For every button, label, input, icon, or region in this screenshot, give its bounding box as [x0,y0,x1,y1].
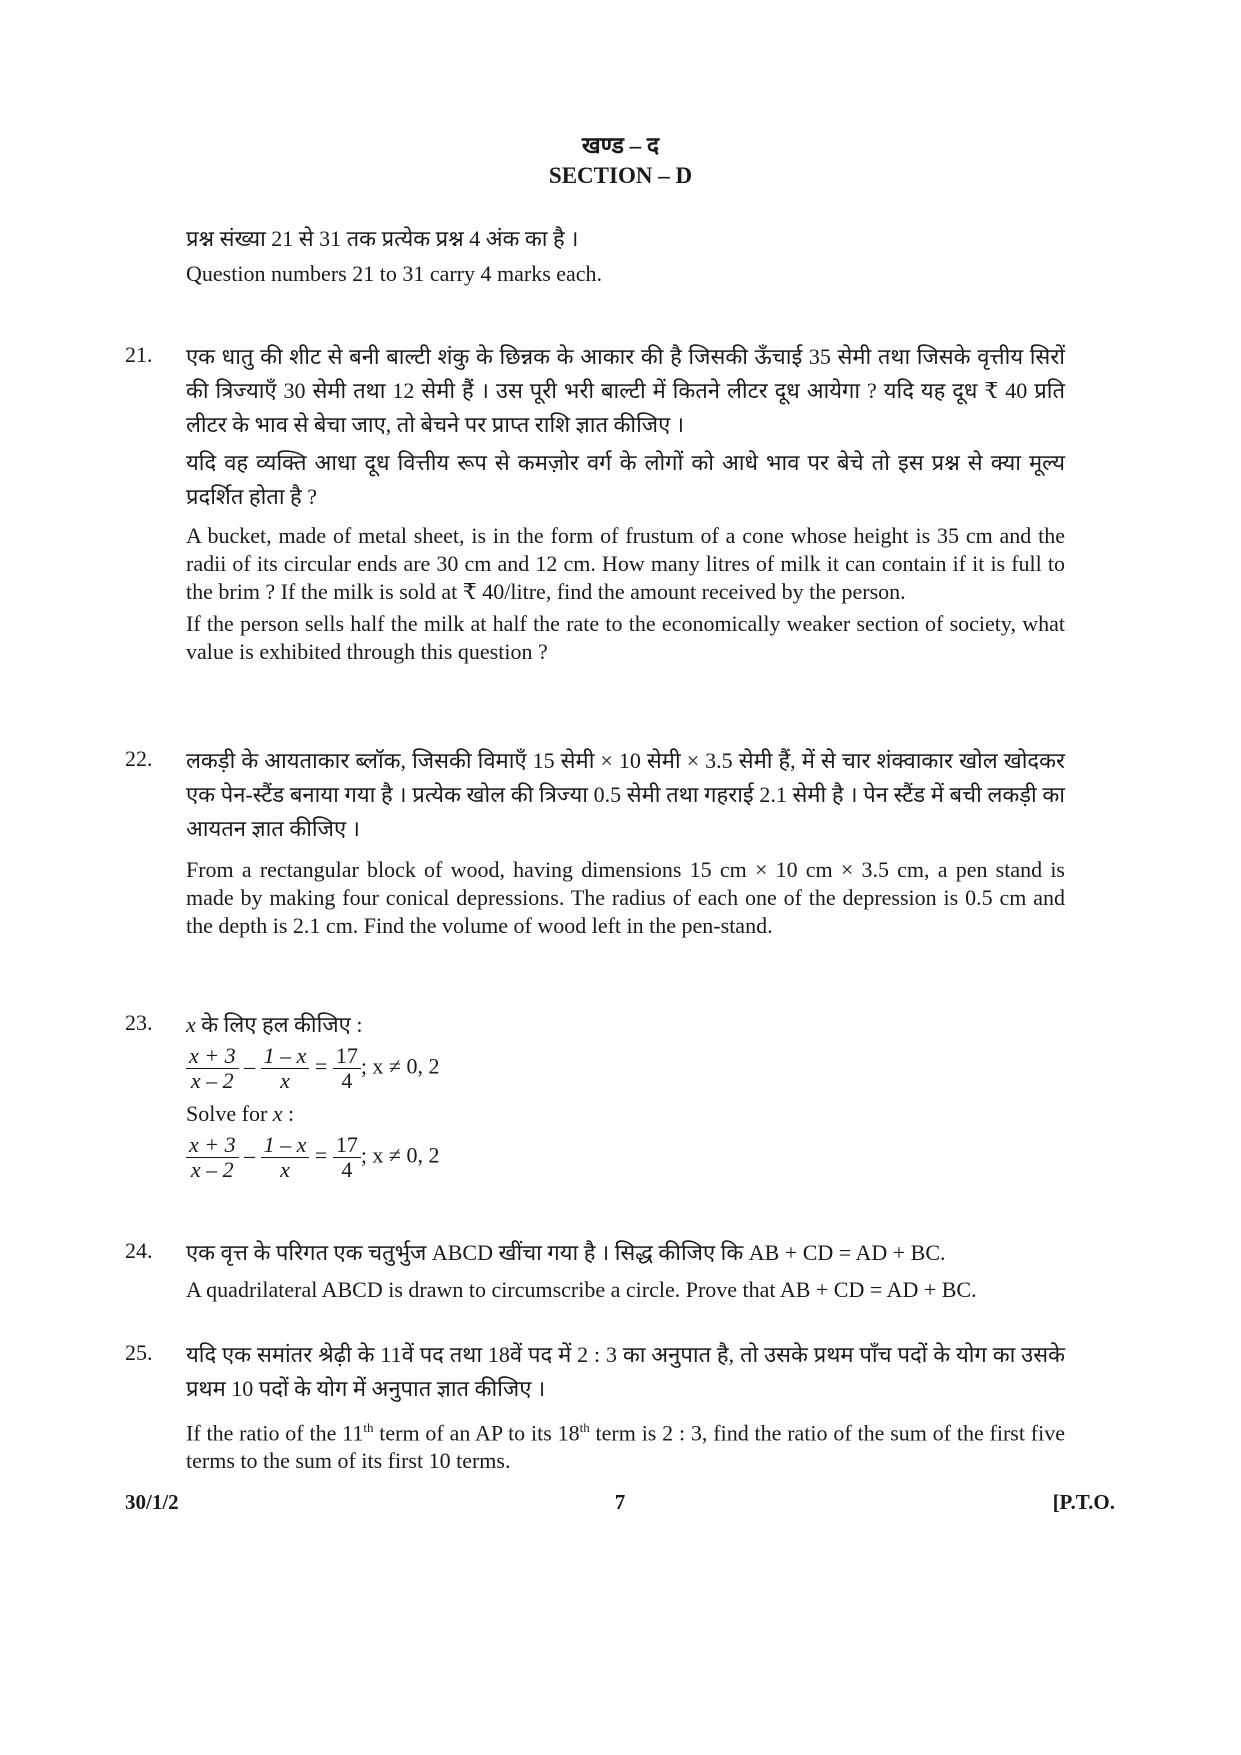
intro-english: Question numbers 21 to 31 carry 4 marks each. [186,261,603,286]
question-number: 23. [125,1010,153,1035]
equation-english: $\frac{x + 3}{x - 2}$ – $\frac{1 - x}{x}$ = $\frac{17}{4}$ ; x ≠ 0, 2 [186,1133,1065,1182]
question-text-hindi: लकड़ी के आयताकार ब्लॉक, जिसकी विमाएँ 15 सेमी × 10 सेमी × 3.5 सेमी हैं, में से चार शंक्वाकार खोल खोदकर एक पेन-स्टैंड बनाया गया है । प्रत्येक खोल की त्रिज्या 0.5 सेमी तथा गहराई 2.1 सेमी है । पेन स्टैंड में बची लकड़ी का आयतन ज्ञात कीजिए । [186,748,1065,841]
fraction: $\frac{1 - x}{x}$ [261,1133,310,1182]
fraction: $\frac{1 - x}{x}$ [261,1044,310,1093]
question-text-english: A quadrilateral ABCD is drawn to circumscribe a circle. Prove that AB + CD = AD + BC. [186,1277,977,1302]
question-number: 21. [125,342,153,367]
fraction: $\frac{17}{4}$ [333,1044,361,1093]
variable-x: x [272,1101,283,1126]
question-text-hindi: x के लिए हल कीजिए : [186,1012,363,1037]
equation-hindi: $\frac{x + 3}{x - 2}$ – $\frac{1 - x}{x}$ = $\frac{17}{4}$ ; x ≠ 0, 2 [186,1044,1065,1093]
question-text-hindi: यदि एक समांतर श्रेढ़ी के 11वें पद तथा 18वें पद में 2 : 3 का अनुपात है, तो उसके प्रथम पाँच पदों के योग का उसके प्रथम 10 पदों के योग में अनुपात ज्ञात कीजिए । [186,1342,1065,1401]
fraction: $\frac{x + 3}{x - 2}$ [186,1133,239,1182]
question-text-english: Solve for x : [186,1101,295,1126]
question-value-hindi: यदि वह व्यक्ति आधा दूध वित्तीय रूप से कमज़ोर वर्ग के लोगों को आधे भाव पर बेचे तो इस प्रश्न से क्या मूल्य प्रदर्शित होता है ? [186,450,1065,509]
question-number: 22. [125,746,153,771]
question-text-english: A bucket, made of metal sheet, is in the form of frustum of a cone whose height is 35 cm and the radii of its circular ends are 30 cm and 12 cm. How many litres of milk it can contain if it is full to the brim ? If the milk is sold at ₹ 40/litre, find the amount received by the person. [186,523,1065,604]
question-number: 24. [125,1238,153,1263]
fraction: $\frac{17}{4}$ [333,1133,361,1182]
section-heading-hindi: खण्ड – द [581,133,660,158]
fraction: $\frac{x + 3}{x - 2}$ [186,1044,239,1093]
question-text-english: From a rectangular block of wood, having dimensions 15 cm × 10 cm × 3.5 cm, a pen stand is made by making four conical depressions. The radius of each one of the depression is 0.5 cm and the depth is 2.1 cm. Find the volume of wood left in the pen-stand. [186,857,1065,938]
question-number: 25. [125,1340,153,1365]
question-text-hindi: एक वृत्त के परिगत एक चतुर्भुज ABCD खींचा गया है । सिद्ध कीजिए कि AB + CD = AD + BC. [186,1240,946,1265]
pto-label: [P.T.O. [1052,1490,1115,1514]
question-text-english: If the ratio of the 11th term of an AP to its 18th term is 2 : 3, find the ratio of the sum of the first five terms to the sum of its first 10 terms. [186,1420,1065,1474]
section-heading-english: SECTION – D [548,163,693,188]
page-number: 7 [614,1490,626,1514]
intro-hindi: प्रश्न संख्या 21 से 31 तक प्रत्येक प्रश्न 4 अंक का है । [186,226,579,251]
question-value-english: If the person sells half the milk at half the rate to the economically weaker section of society, what value is exhibited through this question ? [186,611,1065,664]
variable-x: x [186,1012,196,1037]
paper-code: 30/1/2 [125,1490,179,1514]
question-text-hindi: एक धातु की शीट से बनी बाल्टी शंकु के छिन्नक के आकार की है जिसकी ऊँचाई 35 सेमी तथा जिसके वृत्तीय सिरों की त्रिज्याएँ 30 सेमी तथा 12 सेमी हैं । उस पूरी भरी बाल्टी में कितने लीटर दूध आयेगा ? यदि यह दूध ₹ 40 प्रति लीटर के भाव से बेचा जाए, तो बेचने पर प्राप्त राशि ज्ञात कीजिए । [186,344,1065,437]
